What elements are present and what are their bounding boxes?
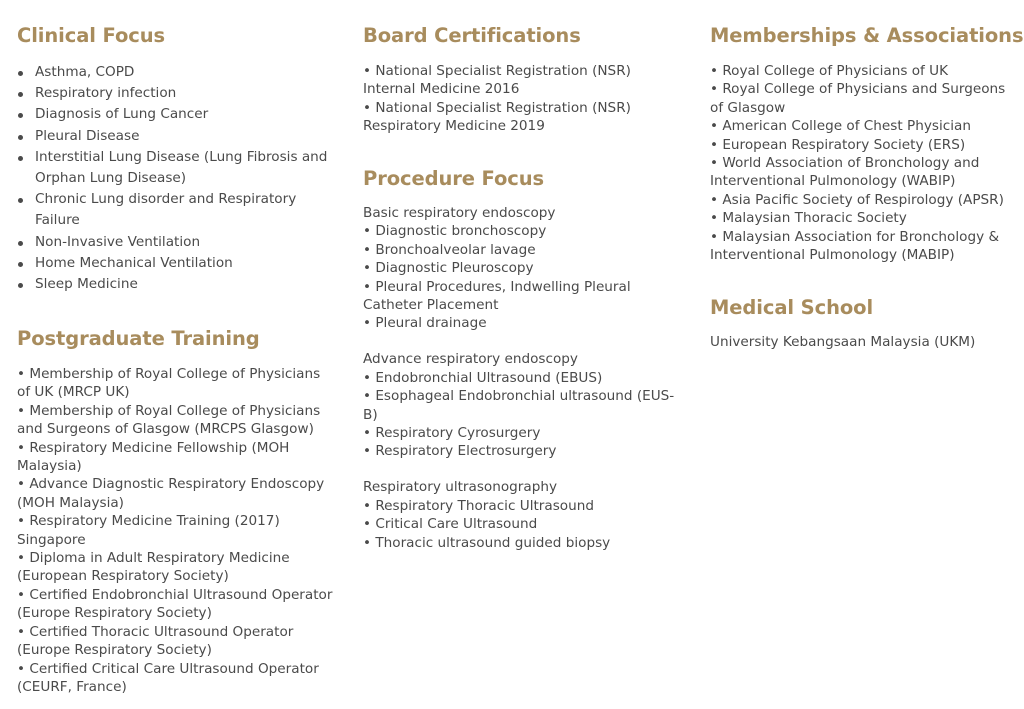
list-item: • Respiratory Medicine Training (2017) Singapore [17,513,280,548]
list-item: • Certified Critical Care Ultrasound Operator (CEURF, France) [17,660,319,695]
board-certifications-heading: Board Certifications [363,24,581,47]
list-item: • National Specialist Registration (NSR) Respiratory Medicine 2019 [363,99,631,135]
list-item: • European Respiratory Society (ERS) [710,136,966,153]
list-item: • American College of Chest Physician [710,118,971,135]
clinical-focus-list [17,62,337,295]
postgraduate-training-list [17,365,335,696]
list-item: Sleep Medicine [17,274,337,295]
list-item: Non-Invasive Ventilation [17,232,337,253]
procedure-focus-heading: Procedure Focus [363,167,545,190]
list-item: Respiratory infection [17,83,337,104]
list-item: Asthma, COPD [17,62,337,83]
list-item: • World Association of Bronchology and Interventional Pulmonology (WABIP) [710,155,980,190]
list-item: • Royal College of Physicians of UK [710,63,949,79]
memberships-heading: Memberships & Associations [710,24,1024,47]
list-item: • Esophageal Endobronchial ultrasound (EUS-B) [363,388,675,423]
list-item: • Thoracic ultrasound guided biopsy [363,534,611,551]
list-item: • Membership of Royal College of Physicians of UK (MRCP UK) [17,366,321,401]
list-item: Home Mechanical Ventilation [17,253,337,274]
list-item: • Malaysian Thoracic Society [710,210,907,227]
list-item: • Certified Endobronchial Ultrasound Operator (Europe Respiratory Society) [17,586,333,622]
list-item: • Malaysian Association for Bronchology & Interventional Pulmonology (MABIP) [710,228,1000,264]
list-item: • Respiratory Medicine Fellowship (MOH Malaysia) [17,439,290,475]
group-heading: Advance respiratory endoscopy [363,351,578,368]
list-item: • Respiratory Thoracic Ultrasound [363,497,594,514]
spacer [363,333,688,351]
list-item: • Critical Care Ultrasound [363,516,538,533]
list-item: • Diagnostic bronchoscopy [363,223,547,240]
list-item: Diagnosis of Lung Cancer [17,104,337,125]
list-item: • Respiratory Cyrosurgery [363,424,541,441]
list-item: • Pleural Procedures, Indwelling Pleural Catheter Placement [363,278,631,314]
list-item: • Diploma in Adult Respiratory Medicine (European Respiratory Society) [17,550,290,585]
procedure-focus-list [363,204,688,552]
postgraduate-training-heading: Postgraduate Training [17,327,260,350]
list-item: • Bronchoalveolar lavage [363,241,536,258]
list-item: Chronic Lung disorder and Respiratory Failure [17,189,337,231]
group-heading: Basic respiratory endoscopy [363,205,556,221]
memberships-list [710,62,1012,264]
list-item: • Respiratory Electrosurgery [363,443,557,460]
group-heading: Respiratory ultrasonography [363,479,558,496]
medical-school-value: University Kebangsaan Malaysia (UKM) [710,334,976,350]
list-item: • Royal College of Physicians and Surgeons of Glasgow [710,81,1006,116]
medical-school-text [710,333,1012,351]
list-item: • Diagnostic Pleuroscopy [363,260,534,277]
list-item: • Certified Thoracic Ultrasound Operator (Europe Respiratory Society) [17,623,294,659]
list-item: • Pleural drainage [363,315,487,332]
list-item: • Endobronchial Ultrasound (EBUS) [363,369,603,386]
board-certifications-list [363,62,683,136]
list-item: Pleural Disease [17,126,337,147]
list-item: Interstitial Lung Disease (Lung Fibrosis and Orphan Lung Disease) [17,147,337,189]
list-item: • Membership of Royal College of Physicians and Surgeons of Glasgow (MRCPS Glasgow) [17,402,321,438]
clinical-focus-heading: Clinical Focus [17,24,166,47]
list-item: • Asia Pacific Society of Respirology (APSR) [710,191,1004,208]
spacer [363,461,688,479]
list-item: • Advance Diagnostic Respiratory Endoscopy (MOH Malaysia) [17,476,325,511]
medical-school-heading: Medical School [710,296,874,319]
list-item: • National Specialist Registration (NSR) Internal Medicine 2016 [363,63,631,98]
